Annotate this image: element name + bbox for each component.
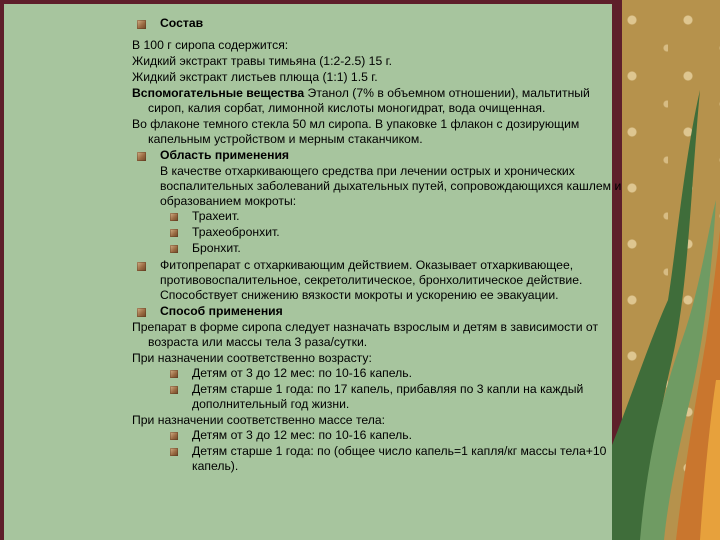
- indication-item: Трахеит.: [192, 209, 240, 223]
- dosage-by-weight-heading: При назначении соответственно массе тела:: [132, 413, 386, 427]
- dosage-item: Детям от 3 до 12 мес: по 10-16 капель.: [192, 366, 412, 380]
- package-description: Во флаконе темного стекла 50 мл сиропа. В упаковке 1 флакон с дозирующим: [132, 117, 580, 131]
- indications-text: воспалительных заболеваний дыхательных путей, сопровождающихся кашлем и: [160, 179, 622, 193]
- indication-item: Бронхит.: [192, 241, 241, 255]
- composition-excipients-cont: сироп, калия сорбат, лимонной кислоты моногидрат, вода очищенная.: [148, 101, 546, 115]
- composition-thyme-extract: Жидкий экстракт травы тимьяна (1:2-2.5) 15 г.: [132, 54, 392, 68]
- composition-per-100g: В 100 г сиропа содержится:: [132, 38, 289, 52]
- dosage-text: возраста или массы тела 3 раза/сутки.: [148, 335, 368, 349]
- indications-text: образованием мокроты:: [160, 194, 297, 208]
- excipients-text: Этанол (7% в объемном отношении), мальтитный: [304, 86, 590, 100]
- composition-excipients: [132, 86, 590, 102]
- bullet-square-icon: [170, 432, 178, 440]
- dosage-item-cont: капель).: [192, 459, 239, 473]
- package-description-cont: капельным устройством и мерным стаканчиком.: [148, 132, 423, 146]
- bullet-square-icon: [137, 308, 146, 317]
- indication-item: Трахеобронхит.: [192, 225, 280, 239]
- heading-indications: Область применения: [160, 148, 290, 162]
- excipients-label: Вспомогательные вещества: [132, 86, 305, 100]
- bullet-square-icon: [170, 448, 178, 456]
- indications-text: В качестве отхаркивающего средства при лечении острых и хронических: [160, 164, 575, 178]
- heading-dosage: Способ применения: [160, 304, 283, 318]
- bullet-square-icon: [137, 262, 146, 271]
- bullet-square-icon: [170, 213, 178, 221]
- dosage-item: Детям старше 1 года: по 17 капель, прибавляя по 3 капли на каждый: [192, 382, 584, 396]
- bullet-square-icon: [170, 229, 178, 237]
- bullet-square-icon: [170, 386, 178, 394]
- heading-composition: Состав: [160, 16, 204, 30]
- dosage-item: Детям от 3 до 12 мес: по 10-16 капель.: [192, 428, 412, 442]
- composition-ivy-extract: Жидкий экстракт листьев плюща (1:1) 1.5 г.: [132, 70, 378, 84]
- action-text: противовоспалительное, секретолитическое, бронхолитическое действие.: [160, 273, 583, 287]
- bullet-square-icon: [137, 20, 146, 29]
- bullet-square-icon: [170, 370, 178, 378]
- action-text: Способствует снижению вязкости мокроты и ускорению ее эвакуации.: [160, 288, 559, 302]
- dosage-item: Детям старше 1 года: по (общее число капель=1 капля/кг массы тела+10: [192, 444, 607, 458]
- action-text: Фитопрепарат с отхаркивающим действием. Оказывает отхаркивающее,: [160, 258, 574, 272]
- dosage-by-age-heading: При назначении соответственно возрасту:: [132, 351, 372, 365]
- bullet-square-icon: [170, 245, 178, 253]
- dosage-text: Препарат в форме сиропа следует назначать взрослым и детям в зависимости от: [132, 320, 599, 334]
- bullet-square-icon: [137, 152, 146, 161]
- dosage-item-cont: дополнительный год жизни.: [192, 397, 350, 411]
